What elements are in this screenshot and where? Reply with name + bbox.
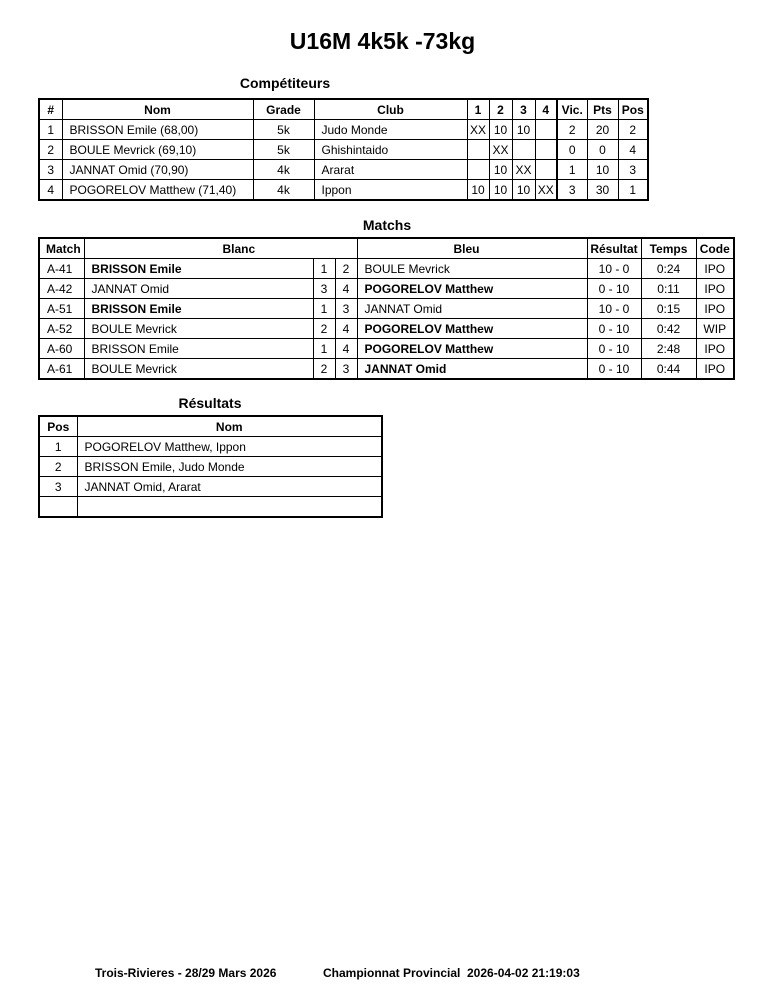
match-row (39, 299, 734, 319)
competitor-grade: 4k (253, 160, 314, 180)
match-bleu-num: 4 (335, 319, 357, 339)
competitor-club: Ararat (314, 160, 467, 180)
result-name: BRISSON Emile, Judo Monde (77, 457, 382, 477)
result-name: POGORELOV Matthew, Ippon (77, 437, 382, 457)
footer-event: Championnat Provincial (323, 966, 461, 980)
col-club-header: Club (314, 99, 467, 120)
match-blanc-num: 2 (313, 359, 335, 380)
competitor-num: 3 (39, 160, 62, 180)
match-bleu-name: JANNAT Omid (357, 359, 587, 380)
match-blanc-name: BOULE Mevrick (84, 359, 313, 380)
match-code: IPO (696, 259, 734, 279)
competitors-header-row (39, 99, 648, 120)
competitor-club: Ippon (314, 180, 467, 201)
competitor-name: BRISSON Emile (68,00) (62, 120, 253, 140)
competitor-row (39, 180, 648, 201)
competitor-m3 (512, 140, 535, 160)
match-bleu-num: 4 (335, 279, 357, 299)
competitor-m4 (535, 140, 557, 160)
match-code: IPO (696, 279, 734, 299)
competitor-m4 (535, 120, 557, 140)
match-bleu-num: 2 (335, 259, 357, 279)
competitor-vic: 3 (557, 180, 587, 201)
col-bleu-header (357, 238, 587, 259)
match-row (39, 339, 734, 359)
competitor-pts: 20 (587, 120, 618, 140)
competitor-m3: 10 (512, 120, 535, 140)
competitor-m4 (535, 160, 557, 180)
competitor-m2: XX (489, 140, 512, 160)
competitor-pos: 4 (618, 140, 648, 160)
match-bleu-name: BOULE Mevrick (357, 259, 587, 279)
match-bleu-name: POGORELOV Matthew (357, 279, 587, 299)
match-result: 0 - 10 (587, 339, 641, 359)
result-pos: 1 (39, 437, 77, 457)
competitor-grade: 5k (253, 120, 314, 140)
competitor-m2: 10 (489, 120, 512, 140)
competitors-table (38, 98, 649, 201)
competitor-name: BOULE Mevrick (69,10) (62, 140, 253, 160)
match-blanc-name: JANNAT Omid (84, 279, 313, 299)
blanc-label: Blanc (222, 241, 256, 256)
match-code: WIP (696, 319, 734, 339)
competitor-num: 4 (39, 180, 62, 201)
col-vic-header: Vic. (557, 99, 587, 120)
match-blanc-name: BRISSON Emile (84, 299, 313, 319)
competitor-vic: 1 (557, 160, 587, 180)
matches-header-row (39, 238, 734, 259)
col-m1-header: 1 (467, 99, 489, 120)
col-pts-header: Pts (587, 99, 618, 120)
col-pos-header: Pos (618, 99, 648, 120)
competitor-m2: 10 (489, 160, 512, 180)
match-blanc-num: 1 (313, 299, 335, 319)
footer-location: Trois-Rivieres - 28/29 Mars 2026 (95, 966, 277, 980)
match-bleu-name: POGORELOV Matthew (357, 339, 587, 359)
competitor-num: 1 (39, 120, 62, 140)
result-row (39, 497, 382, 518)
match-blanc-name: BRISSON Emile (84, 339, 313, 359)
competitor-vic: 0 (557, 140, 587, 160)
match-bleu-num: 3 (335, 359, 357, 380)
competitor-vic: 2 (557, 120, 587, 140)
competitor-club: Ghishintaido (314, 140, 467, 160)
col-code-header: Code (696, 238, 734, 259)
match-bleu-name: JANNAT Omid (357, 299, 587, 319)
match-blanc-name: BRISSON Emile (84, 259, 313, 279)
competitor-pts: 0 (587, 140, 618, 160)
col-m4-header: 4 (535, 99, 557, 120)
col-grade-header: Grade (253, 99, 314, 120)
col-num-header: # (39, 99, 62, 120)
match-time: 2:48 (641, 339, 696, 359)
competitor-grade: 4k (253, 180, 314, 201)
competitor-m2: 10 (489, 180, 512, 201)
result-name (77, 497, 382, 518)
col-match-header: Match (39, 238, 84, 259)
col-name-header: Nom (62, 99, 253, 120)
competitor-row (39, 140, 648, 160)
col-m2-header: 2 (489, 99, 512, 120)
match-blanc-num: 1 (313, 339, 335, 359)
col-resultat-header: Résultat (587, 238, 641, 259)
competitors-heading: Compétiteurs (239, 75, 331, 91)
match-time: 0:24 (641, 259, 696, 279)
match-id: A-60 (39, 339, 84, 359)
match-time: 0:44 (641, 359, 696, 380)
match-row (39, 279, 734, 299)
match-code: IPO (696, 359, 734, 380)
competitor-name: JANNAT Omid (70,90) (62, 160, 253, 180)
competitor-pts: 30 (587, 180, 618, 201)
match-id: A-41 (39, 259, 84, 279)
match-time: 0:11 (641, 279, 696, 299)
result-pos: 2 (39, 457, 77, 477)
match-id: A-42 (39, 279, 84, 299)
competitor-m3: 10 (512, 180, 535, 201)
match-id: A-52 (39, 319, 84, 339)
competitor-row (39, 160, 648, 180)
match-result: 10 - 0 (587, 299, 641, 319)
competitor-grade: 5k (253, 140, 314, 160)
col-pos-header: Pos (39, 416, 77, 437)
result-row (39, 457, 382, 477)
competitor-name: POGORELOV Matthew (71,40) (62, 180, 253, 201)
competitor-m3: XX (512, 160, 535, 180)
col-m3-header: 3 (512, 99, 535, 120)
match-result: 0 - 10 (587, 279, 641, 299)
result-pos: 3 (39, 477, 77, 497)
result-name: JANNAT Omid, Ararat (77, 477, 382, 497)
footer-timestamp: 2026-04-02 21:19:03 (467, 966, 580, 980)
competitor-m1 (467, 140, 489, 160)
match-bleu-num: 3 (335, 299, 357, 319)
results-table (38, 415, 383, 518)
page-title: U16M 4k5k -73kg (289, 28, 476, 54)
bleu-label: Bleu (453, 241, 480, 256)
competitor-num: 2 (39, 140, 62, 160)
competitor-row (39, 120, 648, 140)
match-time: 0:42 (641, 319, 696, 339)
results-header-row (39, 416, 382, 437)
competitor-pos: 3 (618, 160, 648, 180)
matches-table (38, 237, 735, 380)
match-result: 0 - 10 (587, 319, 641, 339)
competitor-pos: 1 (618, 180, 648, 201)
competitor-pts: 10 (587, 160, 618, 180)
match-blanc-num: 1 (313, 259, 335, 279)
col-temps-header: Temps (641, 238, 696, 259)
competitor-m1 (467, 160, 489, 180)
match-blanc-num: 3 (313, 279, 335, 299)
match-bleu-name: POGORELOV Matthew (357, 319, 587, 339)
match-row (39, 259, 734, 279)
competitor-pos: 2 (618, 120, 648, 140)
result-pos (39, 497, 77, 518)
match-id: A-61 (39, 359, 84, 380)
competitor-m1: XX (467, 120, 489, 140)
result-row (39, 437, 382, 457)
match-row (39, 359, 734, 380)
col-nom-header: Nom (77, 416, 382, 437)
match-blanc-num: 2 (313, 319, 335, 339)
match-result: 10 - 0 (587, 259, 641, 279)
match-time: 0:15 (641, 299, 696, 319)
match-blanc-name: BOULE Mevrick (84, 319, 313, 339)
match-code: IPO (696, 299, 734, 319)
matches-heading: Matchs (362, 217, 412, 233)
match-id: A-51 (39, 299, 84, 319)
match-row (39, 319, 734, 339)
competitor-m1: 10 (467, 180, 489, 201)
results-heading: Résultats (178, 395, 242, 411)
col-blanc-header (84, 238, 357, 259)
match-bleu-num: 4 (335, 339, 357, 359)
match-code: IPO (696, 339, 734, 359)
competitor-club: Judo Monde (314, 120, 467, 140)
match-result: 0 - 10 (587, 359, 641, 380)
result-row (39, 477, 382, 497)
competitor-m4: XX (535, 180, 557, 201)
